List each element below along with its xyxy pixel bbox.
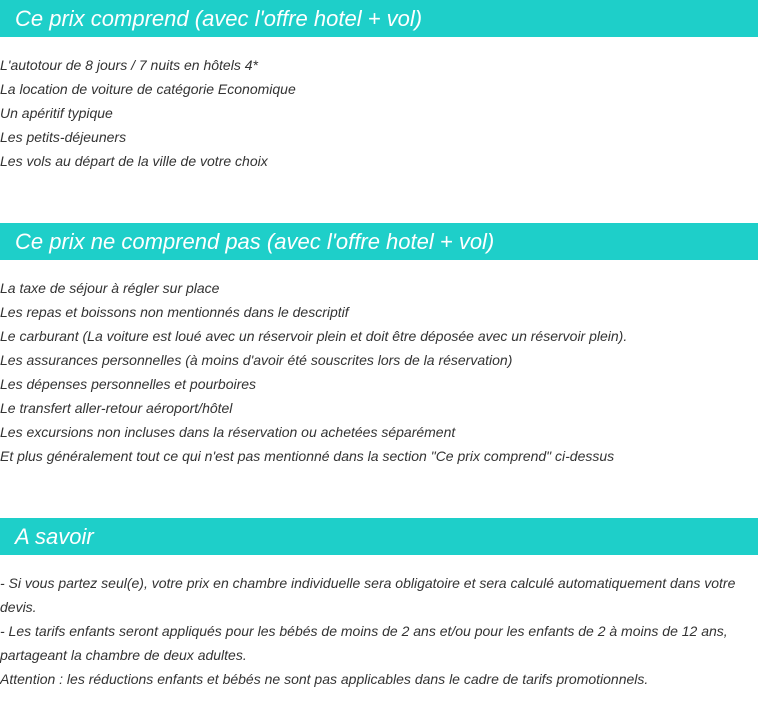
included-list <box>0 53 758 173</box>
info-paragraph: - Si vous partez seul(e), votre prix en chambre individuelle sera obligatoire et sera calculé automatiquement dans votre devis. <box>0 575 736 615</box>
section-header-not-included <box>0 223 758 260</box>
list-item: Les dépenses personnelles et pourboires <box>0 376 257 392</box>
section-title-not-included: Ce prix ne comprend pas (avec l'offre hotel + vol) <box>15 229 495 254</box>
list-item: La taxe de séjour à régler sur place <box>0 280 220 296</box>
list-item: Les vols au départ de la ville de votre choix <box>0 153 268 169</box>
list-item: L'autotour de 8 jours / 7 nuits en hôtels 4* <box>0 57 258 73</box>
list-item: Et plus généralement tout ce qui n'est pas mentionné dans la section "Ce prix comprend" ci-dessus <box>0 448 615 464</box>
list-item: Le carburant (La voiture est loué avec un réservoir plein et doit être déposée avec un réservoir plein). <box>0 328 628 344</box>
list-item: Le transfert aller-retour aéroport/hôtel <box>0 400 233 416</box>
info-paragraph: - Les tarifs enfants seront appliqués pour les bébés de moins de 2 ans et/ou pour les enfants de 2 à moins de 12 ans, partageant la chambre de deux adultes. <box>0 623 728 663</box>
list-item: Les petits-déjeuners <box>0 129 127 145</box>
section-header-included <box>0 0 758 37</box>
list-item: Les excursions non incluses dans la réservation ou achetées séparément <box>0 424 456 440</box>
list-item: Les repas et boissons non mentionnés dans le descriptif <box>0 304 349 320</box>
not-included-list <box>0 276 758 468</box>
section-title-included: Ce prix comprend (avec l'offre hotel + vol) <box>15 6 423 31</box>
list-item: La location de voiture de catégorie Economique <box>0 81 296 97</box>
list-item: Les assurances personnelles (à moins d'avoir été souscrites lors de la réservation) <box>0 352 513 368</box>
list-item: Un apéritif typique <box>0 105 113 121</box>
a-savoir-content <box>0 571 752 691</box>
section-title-a-savoir: A savoir <box>15 524 94 549</box>
section-header-a-savoir <box>0 518 758 555</box>
info-paragraph: Attention : les réductions enfants et bébés ne sont pas applicables dans le cadre de tarifs promotionnels. <box>0 671 649 687</box>
